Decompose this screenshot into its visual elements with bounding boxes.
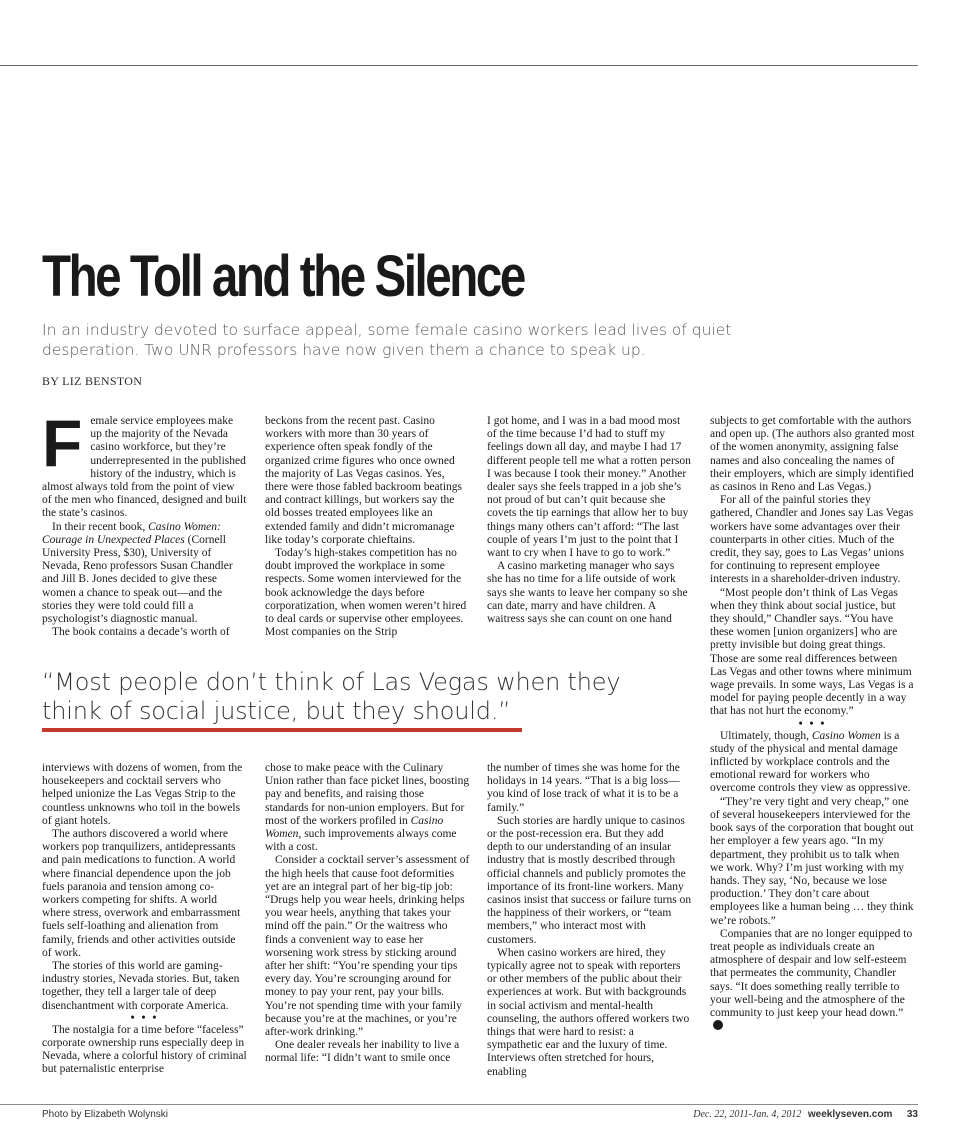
paragraph-text: emale service employees make up the majority of the Nevada casino workforce, but they’re underrepresented in the published history of the industry, which is almost always told from the point of view of the men who financed, designed and built the state’s casinos. [42,415,247,520]
page-number: 33 [906,1109,918,1120]
paragraph: “Most people don’t think of Las Vegas when they think about social justice, but they should,” Chandler says. “You have these women [union organizers] who are pretty invisible but doing great things. Those are some real differences between Las Vegas and other towns where minimum wage prevails. In some ways, Las Vegas is a model for paying people decently in a way that has not hurt the economy.” [710,586,914,718]
paragraph: Companies that are no longer equipped to treat people as individuals create an atmosphere of despair and low self-esteem that permeates the community, Chandler says. “It does something really terrible to your well-being and the atmosphere of the community to just keep your head down.” [710,928,915,1034]
paragraph: The book contains a decade’s worth of [52,626,230,639]
column-4 [710,415,915,1033]
paragraph: The stories of this world are gaming-industry stories, Nevada stories. But, taken together, they tell a larger tale of deep disenchantment with corporate America. [42,960,240,1012]
paragraph: Ultimately, though, Casino Women is a study of the physical and mental damage inflicted by workplace controls and the emotional reward for workers who overcome controls they view as oppressive. [710,729,911,795]
drop-cap: F [42,406,83,480]
column-3-top [487,415,692,626]
pull-quote-underline [42,728,522,732]
article-deck: In an industry devoted to surface appeal, some female casino workers lead lives of quiet desperation. Two UNR professors have now given them a chance to speak up. [42,321,732,359]
paragraph: Consider a cocktail server’s assessment of the high heels that cause foot deformities yet are an integral part of her big-tip job: “Drugs help you wear heels, drinking helps you wear heels, anything that takes your mind off the pain.” Or the waitress who finds a convenient way to ease her worsening work stress by sticking around after her shift: “You’re spending your tips every day. You’re scrounging around for money to pay your rent, pay your bills. You’re not spending time with your family because you’re at the machines, or you’re after-work drinking.” [265,854,470,1039]
paragraph: I got home, and I was in a bad mood most of the time because I’d had to stuff my feelings down all day, and maybe I had 17 different people tell me what a rotten person I was because I took their money.” Another dealer says she feels trapped in a job she’s not proud of but can’t quit because she covets the tip earnings that allow her to buy things many others can’t afford: “The last couple of years I’m just to the point that I want to cry when I have to go to work.” [487,415,691,560]
paragraph: interviews with dozens of women, from the housekeepers and cocktail servers who helped unionize the Las Vegas Strip to the countless unknowns who toil in the bowels of giant hotels. [42,762,243,827]
website-link[interactable]: weeklyseven.com [807,1109,893,1120]
column-1-bottom [42,762,247,1077]
section-break-bullets: • • • [130,1011,159,1024]
photo-credit: Photo by Elizabeth Wolynski [42,1109,168,1120]
folio [693,1109,918,1120]
paragraph: Such stories are hardly unique to casinos or the post-recession era. But they add depth to our understanding of an insular industry that is mostly described through official channels and publicly promotes the importance of its front-line workers. Many casinos insist that success or failure turns on the happiness of their workers, or “team members,” who interact most with customers. [487,814,692,946]
paragraph: The authors discovered a world where workers pop tranquilizers, antidepressants and pain medications to function. A world where financial dependence upon the job fuels paranoia and tension among co-workers competing for shifts. A world where stress, overwork and embarrassment fuels self-loathing and alienation from family, friends and other activities outside of work. [42,828,241,959]
book-title: Casino Women: Courage in Unexpected Places [42,520,221,546]
column-2-bottom [265,762,470,1066]
paragraph: “They’re very tight and very cheap,” one of several housekeepers interviewed for the book says of the corporation that bought out her employer a few years ago. “In my department, they prohibit us to talk when we work. Why? I’m just working with my hands. They say, ‘No, because we lose production.’ They don’t care about employees like a human being … they think we’re robots.” [710,795,914,927]
paragraph: chose to make peace with the Culinary Union rather than face picket lines, boosting pay and benefits, and raising those standards for non-union employers. But for most of the workers profiled in Casino Women, such improvements always come with a cost. [265,762,470,854]
column-2-top [265,415,470,639]
column-3-bottom [487,762,692,1079]
paragraph: Today’s high-stakes competition has no doubt improved the workplace in some respects. Some women interviewed for the book acknowledge the days before corporatization, when women weren’t hired to deal cards or supervise other employees. Most companies on the Strip [265,547,467,639]
section-break-bullets: • • • [798,717,827,730]
column-1-top [42,406,247,639]
book-title: Casino Women [265,814,444,841]
pull-quote: “Most people don’t think of Las Vegas when they think of social justice, but they should.” [42,668,621,725]
end-of-story-icon [713,1020,723,1030]
paragraph: A casino marketing manager who says she has no time for a life outside of work says she wants to leave her company so she can date, marry and have children. A waitress says she can count on one hand [487,560,688,626]
book-title: Casino Women [811,729,881,742]
footer-rule [0,1104,918,1105]
paragraph: One dealer reveals her inability to live a normal life: “I didn’t want to smile once [265,1039,460,1065]
paragraph: For all of the painful stories they gathered, Chandler and Jones say Las Vegas workers have some advantages over their counterparts in other cities. Much of the credit, they say, goes to Las Vegas’ unions for continuing to represent employee interests in a shareholder-driven industry. [710,494,914,586]
opening-paragraph [42,406,247,521]
paragraph: beckons from the recent past. Casino workers with more than 30 years of experience often speak fondly of the organized crime figures who once owned the majority of Las Vegas casinos. Yes, there were those fabled backroom beatings and contract killings, but workers say the old bosses treated employees like an extended family and didn’t micromanage like today’s corporate chieftains. [265,415,463,546]
article-title: The Toll and the Silence [42,244,524,309]
paragraph: subjects to get comfortable with the authors and open up. (The authors also granted most of the women anonymity, assigning false names and also concealing the names of their employers, which are simply identified as casinos in Reno and Las Vegas.) [710,415,915,494]
paragraph: When casino workers are hired, they typically agree not to speak with reporters or other members of the public about their experiences at work. But with backgrounds in social activism and mental-health counseling, the authors offered workers two things that were hard to resist: a sympathetic ear and the luxury of time. Interviews often stretched for hours, enabling [487,946,690,1078]
top-rule [0,65,918,66]
byline: BY LIZ BENSTON [42,374,143,388]
paragraph: the number of times she was home for the holidays in 14 years. “That is a big loss—you kind of lose track of what it is to be a family.” [487,762,680,814]
issue-date: Dec. 22, 2011-Jan. 4, 2012 [693,1109,802,1120]
paragraph: In their recent book, Casino Women: Courage in Unexpected Places (Cornell University Press, $30), University of Nevada, Reno professors Susan Chandler and Jill B. Jones decided to give these women a chance to speak out—and the stories they were told could fill a psychologist’s diagnostic manual. [42,520,233,626]
paragraph: The nostalgia for a time before “faceless” corporate ownership runs especially deep in Nevada, where a colorful history of criminal but paternalistic enterprise [42,1023,247,1076]
